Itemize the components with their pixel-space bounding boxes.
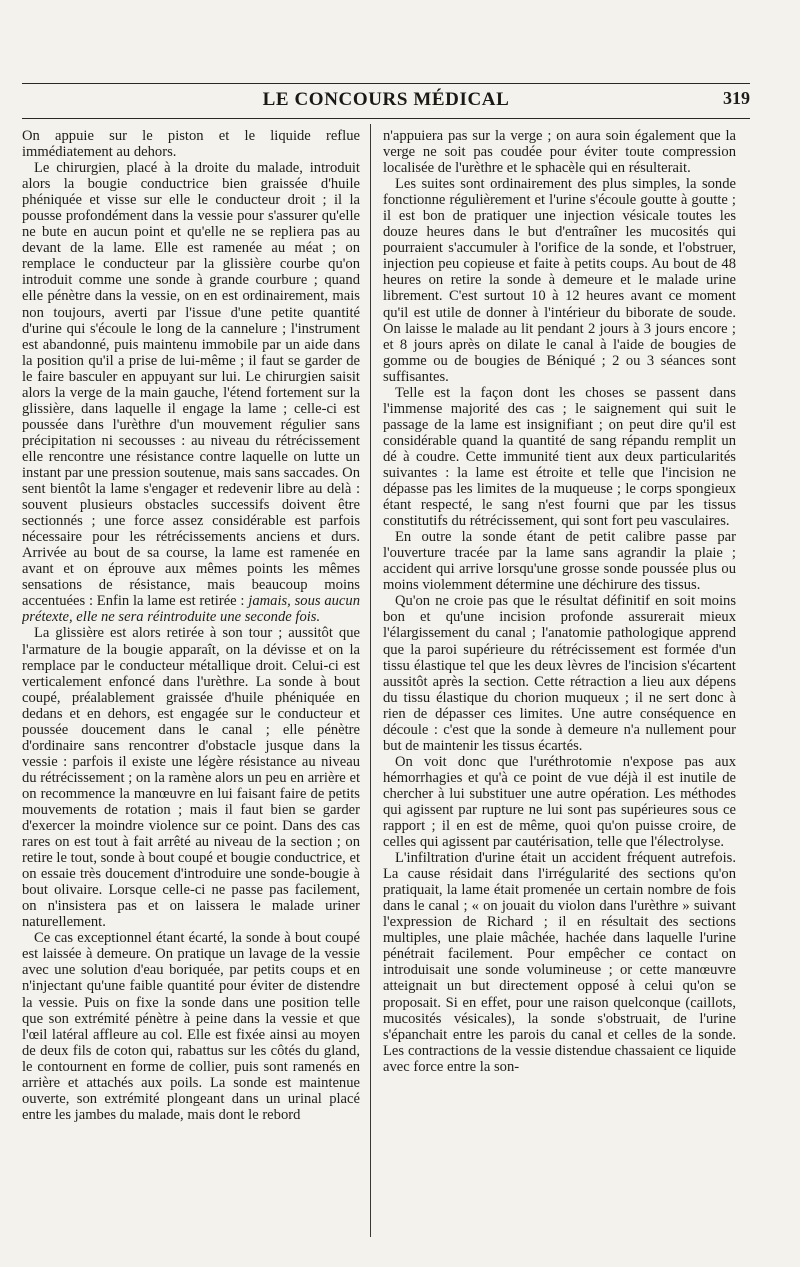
header-rule-bottom: [22, 118, 750, 119]
paragraph: Telle est la façon dont les choses se passent dans l'immense majorité des cas ; le saignement qui suit le passage de la lame est insignifiant ; on peut dire qu'il est considérable quand la quantité de sang répandu remplit un dé à coudre. Cette immunité tient aux deux particularités suivantes : la lame est étroite et telle que l'incision ne dépasse pas les limites de la muqueuse ; le corps spongieux étant respecté, le sang n'est fourni que par les tissus constitutifs du rétrécissement, qui sont fort peu vasculaires.: [383, 384, 736, 530]
paragraph: On voit donc que l'uréthrotomie n'expose pas aux hémorrhagies et qu'à ce point de vue déjà il est inutile de chercher à lui substituer une autre opération. Les méthodes qui agissent par rupture ne lui sont pas supérieures sous ce rapport ; il en est de même, quoi qu'on puisse croire, de celles qui agissent par cautérisation, telle que l'électrolyse.: [383, 753, 736, 851]
paragraph: L'infiltration d'urine était un accident fréquent autrefois. La cause résidait dans l'irrégularité des sections qu'on pratiquait, la lame était promenée un certain nombre de fois dans le canal ; « on jouait du violon dans l'urèthre » suivant l'expression de Richard ; il en résultait des sections multiples, une plaie mâchée, hachée dans laquelle l'urine pénétrait facilement. Pour empêcher ce contact on introduisait une sonde volumineuse ; or cette manœuvre atteignait un but directement opposé à celui qu'on se proposait. Si en effet, pour une raison quelconque (caillots, mucosités vésicales), la sonde s'obstruait, de l'urine s'épanchait entre les parois du canal et celles de la sonde. Les contractions de la vessie distendue chassaient ce liquide avec force entre la son-: [383, 850, 736, 1075]
paragraph: Les suites sont ordinairement des plus simples, la sonde fonctionne régulièrement et l'urine s'écoule goutte à goutte ; il est bon de pratiquer une injection vésicale toutes les douze heures dans le but d'entraîner les mucosités qui pourraient s'accumuler à l'orifice de la sonde, et l'obstruer, injection peu copieuse et faite à petits coups. Au bout de 48 heures on retire la sonde à demeure et le malade urine librement. C'est surtout 10 à 12 heures avant ce moment qu'il est utile de donner à l'intérieur du biborate de soude. On laisse le malade au lit pendant 2 jours à 3 jours encore ; et 8 jours après on dilate le canal à l'aide de bougies de gomme ou de bougies de Béniqué ; 2 ou 3 séances sont suffisantes.: [383, 176, 736, 385]
paragraph: La glissière est alors retirée à son tour ; aussitôt que l'armature de la bougie apparaît, on la dévisse et on la remplace par le conducteur métallique droit. Celui-ci est verticalement enfoncé dans l'urèthre. La sonde à bout coupé, préalablement graissée d'huile phéniquée en dedans et en dehors, est engagée sur le conducteur et poussée doucement dans le canal ; elle pénètre d'ordinaire sans rencontrer d'obstacle jusque dans la vessie : parfois il existe une légère résistance au niveau du rétrécissement ; on la ramène alors un peu en arrière et on recommence la manœuvre en lui faisant faire de petits mouvements de rotation ; mais il faut bien se garder d'exercer la moindre violence sur ce point. Dans des cas rares on est tout à fait arrêté au niveau de la section ; on retire le tout, sonde à bout coupé et bougie conductrice, et on essaie très doucement d'introduire une sonde-bougie à bout olivaire. Lorsque celle-ci ne passe pas facilement, on n'insistera pas et on laissera le malade uriner naturellement.: [22, 625, 360, 931]
paragraph-text: Le chirurgien, placé à la droite du malade, introduit alors la bougie conductrice bien graissée d'huile phéniquée et visse sur elle le conducteur droit ; il la pousse profondément dans la vessie pour s'assurer qu'elle ne bute en aucun point et qu'elle ne se repliera pas au devant de la lame. Elle est ramenée au méat ; on remplace le conducteur par la glissière courbe qu'on introduit comme une sonde à grande courbure ; quand elle pénètre dans la vessie, on en est ordinairement, mais non toujours, averti par l'issue d'une petite quantité d'urine qui s'écoule le long de la cannelure ; l'instrument est abandonné, puis maintenu immobile par un aide dans la position qu'il a prise de lui-même ; il faut se garder de le faire basculer en appuyant sur lui. Le chirurgien saisit alors la verge de la main gauche, l'étend fortement sur la glissière, dans laquelle il engage la lame ; celle-ci est poussée dans l'urèthre d'un mouvement régulier sans précipitation ni secousses : au niveau du rétrécissement elle rencontre une résistance contre laquelle on lutte un instant par une pression soutenue, mais sans saccades. On sent bientôt la lame s'engager et redevenir libre au delà : souvent plusieurs obstacles successifs doivent être sectionnés ; une force assez considérable est parfois nécessaire pour les rétrécissements anciens et durs. Arrivée au bout de sa course, la lame est ramenée en avant et on éprouve aux mêmes points les mêmes sensations de résistance, mais beaucoup moins accentuées : Enfin la lame est retirée :: [22, 160, 360, 610]
paragraph: [22, 160, 360, 625]
column-divider: [370, 124, 371, 1237]
left-column: [22, 128, 360, 1247]
paragraph: Qu'on ne croie pas que le résultat définitif en soit moins bon et qu'une incision profonde assurerait mieux l'élargissement du canal ; l'anatomie pathologique apprend que la paroi supérieure du rétrécissement est formée d'un tissu élastique tel que les deux lèvres de l'incision s'écartent aussitôt après la section. Cette rétraction a lieu aux dépens du tissu élastique du chorion muqueux ; il ne sert donc à rien de dépasser ces limites. Une autre conséquence en découle : c'est que la sonde à demeure n'a nullement pour but de maintenir les tissus écartés.: [383, 593, 736, 754]
right-column: [383, 128, 736, 1247]
paragraph: En outre la sonde étant de petit calibre passe par l'ouverture tracée par la lame sans agrandir la plaie ; accident qui arrive lorsqu'une grosse sonde poussée plus ou moins violemment détermine une déchirure des tissus.: [383, 529, 736, 594]
italic-emphasis: jamais, sous aucun prétexte, elle ne sera réintroduite une seconde fois.: [22, 593, 360, 626]
paragraph: On appuie sur le piston et le liquide reflue immédiatement au dehors.: [22, 128, 360, 161]
page-number: 319: [723, 88, 750, 108]
paragraph: Ce cas exceptionnel étant écarté, la sonde à bout coupé est laissée à demeure. On pratique un lavage de la vessie avec une solution d'eau boriquée, par petits coups et en n'injectant qu'une faible quantité pour éviter de distendre la vessie. Puis on fixe la sonde dans une position telle que son extrémité pénètre à peine dans la vessie et que l'œil latéral affleure au col. Elle est fixée ainsi au moyen de deux fils de coton qui, rabattus sur les côtés du gland, le contournent en forme de collier, puis sont ramenés en arrière et attachés aux poils. La sonde est maintenue ouverte, son extrémité plongeant dans un urinal placé entre les jambes du malade, mais dont le rebord: [22, 930, 360, 1123]
page-header: [22, 86, 750, 114]
paragraph: n'appuiera pas sur la verge ; on aura soin également que la verge ne soit pas coudée pour éviter toute compression localisée de l'urèthre et le sphacèle qui en résulterait.: [383, 128, 736, 177]
journal-title: LE CONCOURS MÉDICAL: [262, 89, 510, 110]
header-rule-top: [22, 83, 750, 84]
